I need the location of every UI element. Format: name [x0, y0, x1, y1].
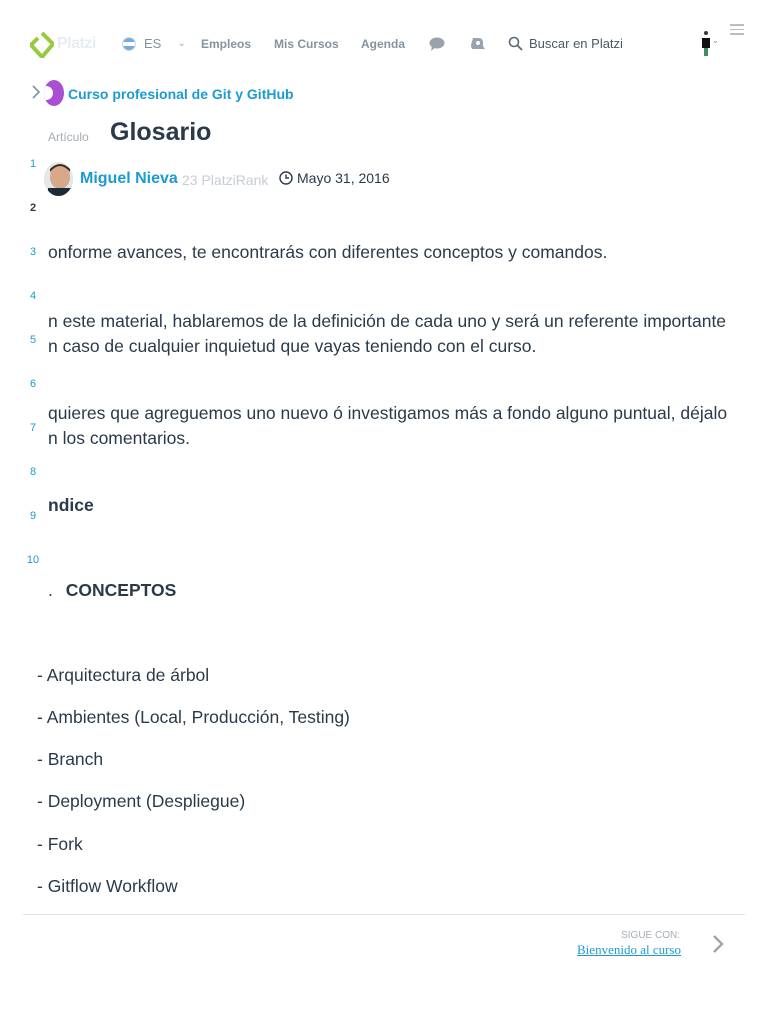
chevron-right-icon[interactable] [30, 84, 42, 100]
language-label: ES [144, 36, 162, 51]
search-icon [508, 36, 523, 51]
line-number: 9 [29, 510, 37, 522]
list-item: - Ambientes (Local, Producción, Testing) [37, 707, 350, 727]
argentina-flag-icon [122, 37, 136, 51]
line-number: 1 [29, 158, 37, 170]
line-number: 10 [26, 554, 40, 566]
paragraph-line: onforme avances, te encontrarás con diferentes conceptos y comandos. [48, 242, 608, 262]
notifications-icon[interactable] [470, 37, 486, 51]
course-link[interactable]: Curso profesional de Git y GitHub [68, 86, 294, 102]
chevron-down-icon: ⌄ [712, 36, 719, 45]
platzi-logo-icon [30, 32, 54, 58]
content-type-label: Artículo [48, 130, 89, 144]
user-avatar-menu[interactable] [700, 30, 722, 58]
list-item: - Deployment (Despliegue) [37, 791, 246, 811]
nav-empleos[interactable]: Empleos [201, 37, 252, 51]
language-selector[interactable] [122, 36, 186, 51]
author-photo-icon [44, 162, 73, 196]
line-number: 4 [29, 290, 37, 302]
line-number: 8 [29, 466, 37, 478]
logo-wordmark: Platzi [57, 35, 96, 52]
paragraph [48, 240, 738, 265]
next-lesson-link[interactable]: Bienvenido al curso [577, 942, 681, 957]
hamburger-menu-icon[interactable] [730, 24, 744, 38]
search-box[interactable] [508, 36, 623, 51]
list-item: - Fork [37, 834, 83, 854]
course-badge-icon [44, 80, 64, 106]
nav-agenda[interactable]: Agenda [361, 37, 406, 51]
index-heading: ndice [48, 495, 94, 515]
publish-date [279, 170, 390, 186]
nav-mis-cursos[interactable]: Mis Cursos [274, 37, 339, 51]
publish-date-text: Mayo 31, 2016 [297, 170, 390, 186]
author-name-link[interactable]: Miguel Nieva [80, 170, 178, 187]
paragraph-line: n este material, hablaremos de la definición de cada uno y será un referente importante [48, 311, 727, 331]
section-heading [48, 580, 176, 601]
line-number: 2 [29, 202, 37, 214]
search-placeholder: Buscar en Platzi [529, 36, 623, 51]
section-title: CONCEPTOS [65, 580, 177, 600]
line-number: 7 [29, 422, 37, 434]
paragraph-line: n los comentarios. [48, 428, 191, 448]
author-rank: 23 PlatziRank [182, 172, 269, 188]
line-number: 5 [29, 334, 37, 346]
divider [23, 914, 745, 915]
paragraph-line: n caso de cualquier inquietud que vayas teniendo con el curso. [48, 336, 537, 356]
chevron-right-icon[interactable] [710, 934, 726, 954]
author-avatar[interactable] [44, 162, 73, 196]
list-item: - Arquitectura de árbol [37, 665, 210, 685]
line-number: 6 [29, 378, 37, 390]
next-lesson-label: SIGUE CON: [621, 930, 680, 941]
list-item: - Gitflow Workflow [37, 876, 178, 896]
paragraph [48, 309, 738, 359]
paragraph-line: quieres que agreguemos uno nuevo ó investigamos más a fondo alguno puntual, déjalo [48, 403, 728, 423]
clock-icon [279, 171, 293, 185]
paragraph [48, 401, 738, 451]
page-title: Glosario [110, 118, 212, 146]
chat-icon[interactable] [429, 37, 445, 51]
line-number: 3 [29, 246, 37, 258]
section-number: . [48, 580, 53, 600]
platzi-logo[interactable] [30, 32, 110, 58]
user-avatar-icon [700, 30, 712, 58]
list-item: - Branch [37, 749, 104, 769]
chevron-down-icon: ⌄ [177, 38, 186, 49]
